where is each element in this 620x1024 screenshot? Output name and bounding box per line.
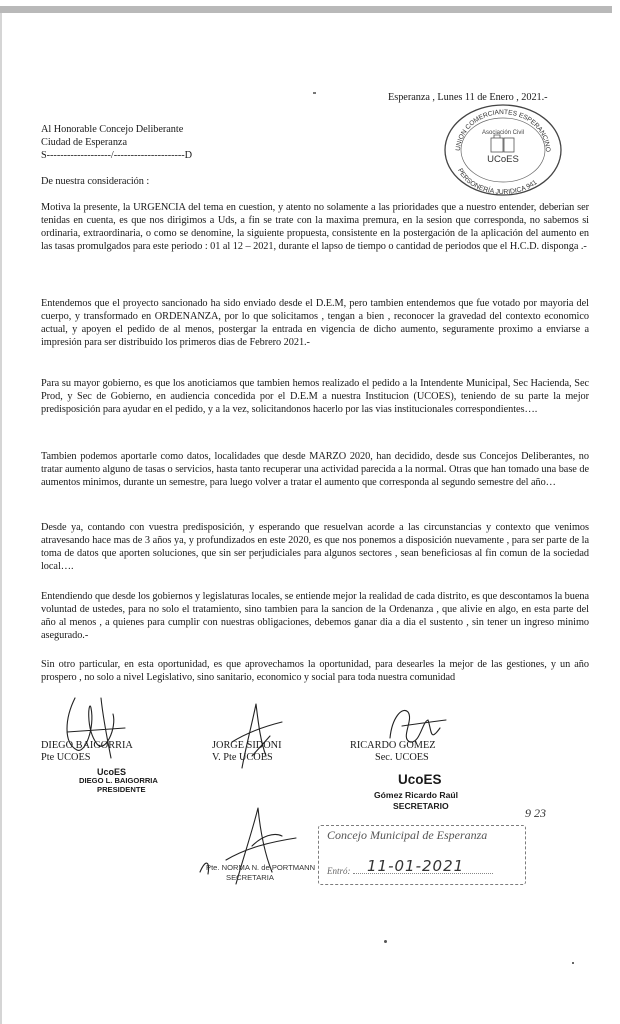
sheet-number: 9 23	[525, 806, 546, 820]
scan-left-edge	[0, 13, 2, 1024]
signer-4-stamp-name: Pte. NORMA N. de PORTMANN	[206, 863, 316, 872]
signer-3-role: Sec. UCOES	[375, 752, 429, 763]
paragraph-6: Entendiendo que desde los gobiernos y legislaturas locales, se entiende mejor la realidad de cada distrito, es que descontamos la buena voluntad de ustedes, para no solo el tratamiento, sino tambien para la sancion de la Ordenanza , que alivie en algo, en esta parte del año al menos , a quienes para cumplir con nuestras obligaciones, debemos ganar dia a dia el sustento , sin tener un ingreso minimo asegurado.-	[41, 591, 589, 641]
signer-3-name: RICARDO GOMEZ	[350, 740, 436, 751]
recipient-line-2: Ciudad de Esperanza	[41, 136, 127, 148]
seal-inner-label: Asociación Civil	[481, 130, 525, 136]
signer-1-stamp-name: DIEGO L. BAIGORRIA	[79, 776, 158, 785]
signer-1-name: DIEGO BAIGORRIA	[41, 740, 133, 751]
paragraph-1: Motiva la presente, la URGENCIA del tema en cuestion, y atento no solamente a las prioridades que a nuestro entender, deberian ser tenidas en cuenta, es que nos dirigimos a Uds, a fin se trate con la maxima premura, en la sesion que corresponda, no sabemos si ordinaria, extraordinaria, o como se denomine, la siguiente propuesta, consistente en la postergación de la aplicación del aumento en las tasas promulgados para este periodo : 01 al 12 – 2021, durante el lapso de tiempo o cantidad de periodos que el H.C.D. disponga .-	[41, 202, 589, 252]
seal-emblem	[491, 135, 514, 152]
reception-entry-label: Entró:	[327, 866, 351, 876]
scan-speck	[572, 962, 574, 964]
recipient-block	[41, 124, 341, 162]
seal-name: UCoES	[487, 154, 519, 165]
reception-stamp-title: Concejo Municipal de Esperanza	[327, 828, 488, 842]
paragraph-5: Desde ya, contando con vuestra predisposición, y esperando que resuelvan acorde a las circunstancias y contexto que venimos atravesando hace mas de 3 años ya, y profundizados en este 2020, es que nos ponemos a disposición nuevamente , para ser parte de la toma de datos que aporten soluciones, que sin ser perjudiciales para algunos sectores , sean beneficiosas al fin comun de la sociedad local….	[41, 522, 589, 572]
signature-sidoni-scrawl	[222, 696, 292, 776]
signer-2-role: V. Pte UCOES	[212, 752, 273, 763]
reception-entry-date: 11-01-2021	[367, 857, 465, 875]
paragraph-7: Sin otro particular, en esta oportunidad, es que aprovechamos la oportunidad, para desearles la mejor de las gestiones, y un año prospero , no solo a nivel Legislativo, sino sanitario, economico y social para toda nuestra comunidad	[41, 659, 589, 683]
association-seal	[442, 100, 564, 198]
seal-ring-bottom: PERSONERÍA JURIDICA 941	[456, 167, 539, 197]
signer-4-stamp-role: SECRETARIA	[226, 873, 274, 882]
scan-top-edge	[0, 6, 612, 13]
paragraph-2: Entendemos que el proyecto sancionado ha sido enviado desde el D.E.M, pero tambien entendemos que fue votado por mayoria del cuerpo, y transformado en ORDENANZA, por lo que solicitamos , tengan a bien , reconocer la gravedad del contexto economico actual, y apoyen el pedido de al menos, postergar la entrada en vigencia de dicho aumento, seguramente proximo a enviarse a impresión para ser distribuido los primeros dias de Febrero 2021.-	[41, 298, 589, 348]
signer-3-stamp-name: Gómez Ricardo Raúl	[374, 790, 459, 800]
paragraph-3: Para su mayor gobierno, es que los anoticiamos que tambien hemos realizado el pedido a la Intendente Municipal, Sec Hacienda, Sec Prod, y Sec de Gobierno, en audiencia concedida por el D.E.M a nuestra Institucion (UCOES), teniendo de su parte la mejor predisposición para ayudar en el pedido, y a la vez, solicitandonos hacerlo por las vias institucionales correspondientes….	[41, 378, 589, 415]
greeting: De nuestra consideración :	[41, 176, 150, 187]
paragraph-4: Tambien podemos aportarle como datos, localidades que desde MARZO 2020, han decidido, desde sus Concejos Deliberantes, no tratar aumento alguno de tasas o servicios, hasta tanto recuperar una actividad parecida a la normal. Otras que han tomado una base de aumentos minimos, durante un semestre, para luego volver a tratar el aumento que corresponda al segundo semestre del año…	[41, 451, 589, 488]
signer-3-stamp-role: SECRETARIO	[393, 801, 449, 811]
signer-1-stamp-org: UcoES	[97, 767, 127, 777]
seal-ring-top: UNION COMERCIANTES ESPERANCINO	[454, 108, 552, 153]
scan-speck	[384, 940, 387, 943]
reception-stamp	[318, 825, 526, 885]
recipient-line-1: Al Honorable Concejo Deliberante	[41, 124, 184, 135]
scan-speck	[313, 92, 316, 94]
signer-1-role: Pte UCOES	[41, 752, 91, 763]
recipient-line-3: S-------------------/---------------------D	[41, 149, 193, 161]
signer-3-stamp-org: UcoES	[398, 772, 442, 787]
seal-graphic	[442, 100, 564, 198]
signer-2-name: JORGE SIDONI	[212, 740, 282, 751]
signer-1-stamp-role: PRESIDENTE	[97, 785, 146, 794]
date-line: Esperanza , Lunes 11 de Enero , 2021.-	[388, 92, 548, 103]
